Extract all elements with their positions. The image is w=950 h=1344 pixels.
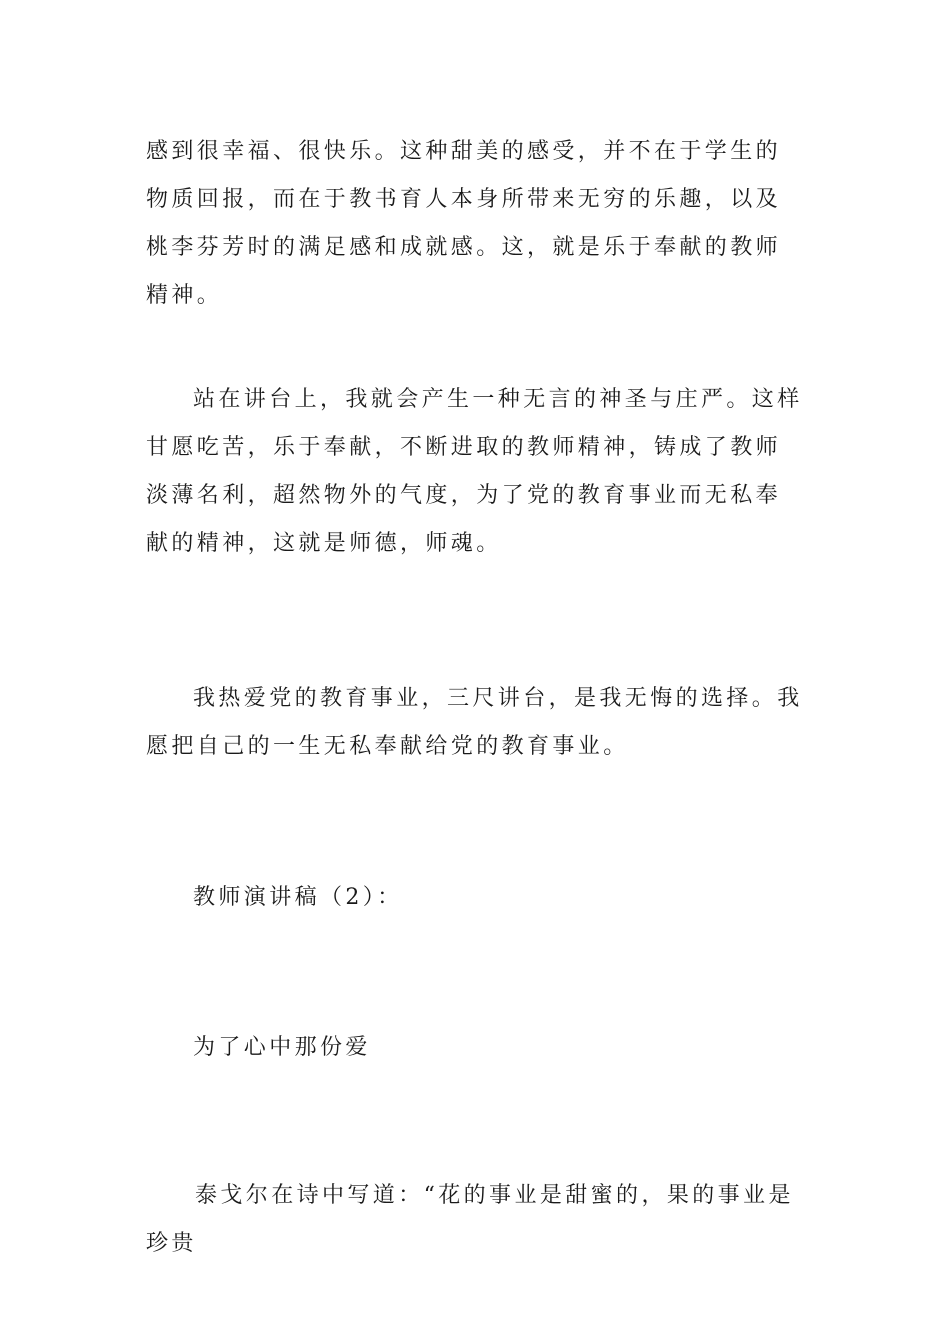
paragraph-love-of-education: 我热爱党的教育事业，三尺讲台，是我无悔的选择。我愿把自己的一生无私奉献给党的教育事业。 [146,686,803,759]
paragraph-lectern: 站在讲台上，我就会产生一种无言的神圣与庄严。这样甘愿吃苦，乐于奉献，不断进取的教师精神，铸成了教师淡薄名利，超然物外的气度，为了党的教育事业而无私奉献的精神，这就是师德，师魂。 [146,387,803,556]
paragraph-continuation: 感到很幸福、很快乐。这种甜美的感受，并不在于学生的物质回报，而在于教书育人本身所带来无穷的乐趣，以及桃李芬芳时的满足感和成就感。这，就是乐于奉献的教师精神。 [146,139,782,308]
section-heading: 教师演讲稿（2）： [193,885,403,910]
speech-title: 为了心中那份爱 [193,1035,371,1060]
paragraph-tagore-quote: 泰戈尔在诗中写道：“花的事业是甜蜜的，果的事业是珍贵 [146,1183,794,1256]
